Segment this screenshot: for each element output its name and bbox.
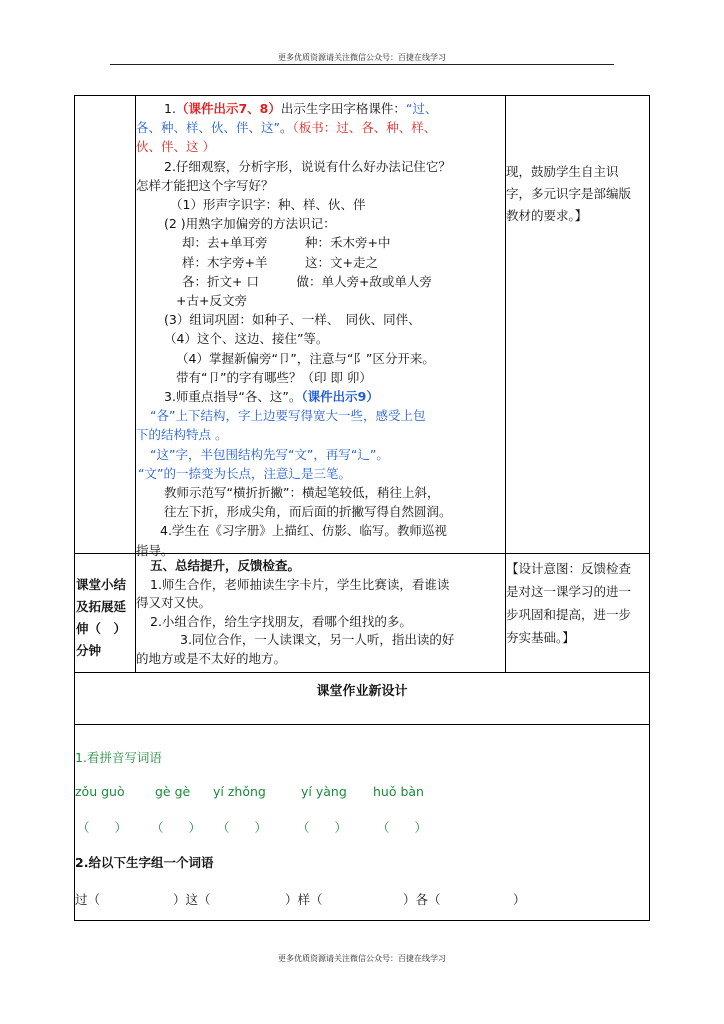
zhe-structure-note: “这”字，半包围结构先写“文”，再写“辶”。 [150,446,389,462]
pinyin-yi-yang: yí yàng [301,784,347,799]
summary-1-cont: 得又对又快。 [136,595,212,610]
method-2-ge-zuo: 各：折文+ 口 做：单人旁+敌或单人旁 [182,273,432,289]
pinyin-zou-guo: zǒu guò [75,784,125,799]
char-ge-blank[interactable]: ）各（ [403,892,441,907]
courseware-tag-7-8: （课件出示7、8） [175,101,281,116]
answer-blank[interactable]: （ ） [217,820,268,835]
teaching-steps [136,99,505,560]
step3-text: 3.师重点指导“各、这”。 [164,389,302,405]
char-yang-blank[interactable]: ）样（ [285,892,323,907]
summary-label-line: 伸（ ） [76,621,127,636]
header-divider [110,64,614,65]
teacher-demo-cont: 往左下折，形成尖角，而后面的折撇写得自然圆润。 [164,504,452,520]
board-note-start: （板书：过、各、种、样、 [292,120,437,136]
answer-blank[interactable]: （ ） [151,820,202,835]
summary-label-line: 分钟 [76,643,102,658]
question-1: 1.看拼音写词语 [75,750,162,765]
page-header: 更多优质资源请关注微信公众号：百捷在线学习 [278,53,446,62]
method-2: (2 )用熟字加偏旁的方法识记： [164,216,336,232]
board-note-end: 伙、伴、这 ） [136,139,215,155]
design-intent-2 [506,557,649,649]
teacher-demo: 教师示范写“横折折撇”：横起笔较低，稍往上斜， [164,485,440,501]
intent2-line: 【设计意图：反馈检查 [506,561,632,576]
method-1: （1）形声字识字：种、样、伙、伴 [170,197,366,213]
summary-3-cont: 的地方或是不太好的地方。 [136,650,287,666]
period: 。 [279,120,293,136]
closing-bracket: ） [513,892,526,907]
question-2: 2.给以下生字组一个词语 [75,855,214,870]
intent2-line: 夯实基础。】 [506,630,575,645]
ge-structure-note-cont: 下的结构特点 。 [136,427,228,443]
summary-steps [136,557,505,668]
method-2-que-zhong: 却：去+单耳旁 种：禾木旁+中 [182,235,391,251]
char-list-end: 各、种、样、伙、伴、这” [136,120,280,136]
method-4: （4）掌握新偏旁“卩”，注意与“阝”区分开来。 [176,350,435,366]
pinyin-huo-ban: huǒ bàn [373,784,424,799]
summary-2: 2.小组合作，给生字找朋友，看哪个组找的多。 [150,613,412,629]
summary-label [76,574,134,662]
intent1-line: 字，多元识字是部编版 [506,186,632,201]
pinyin-ge-ge: gè gè [155,784,191,799]
step4-text-cont: 指导。 [136,542,174,558]
summary-3: 3.同位合作，一人读课文，另一人听，指出读的好 [180,632,455,647]
intent1-line: 现，鼓励学生自主识 [506,164,619,179]
answer-blank[interactable]: （ ） [297,820,348,835]
intent2-line: 步巩固和提高，进一步 [506,607,632,622]
summary-label-line: 课堂小结 [76,577,127,592]
intent2-line: 是对这一课学习的进一 [506,584,632,599]
summary-1: 1.师生合作，老师抽读生字卡片，学生比赛读，看谁读 [150,576,450,592]
step1-text: 出示生字田字格课件： [280,101,406,116]
step2-question-cont: 怎样才能把这个字写好？ [136,177,274,193]
method-3: (3）组词巩固：如种子、一样、 同伙、同伴、 [164,312,421,328]
courseware-tag-9: （课件出示9） [301,389,379,405]
char-zhe-blank[interactable]: ）这（ [173,892,211,907]
answer-blank[interactable]: （ ） [77,820,128,835]
ge-structure-note: “各”上下结构，字上边要写得宽大一些，感受上包 [150,408,426,424]
page-footer: 更多优质资源请关注微信公众号：百捷在线学习 [278,954,446,963]
intent1-line: 教材的要求。】 [506,208,588,223]
summary-heading: 五、总结提升，反馈检查。 [150,558,301,573]
char-list-start: “过、 [405,101,438,116]
homework-title: 课堂作业新设计 [316,684,408,699]
step2-question: 2.仔细观察，分析字形，说说有什么好办法记住它？ [164,158,451,174]
design-intent-1 [506,161,649,227]
row-divider-2 [75,672,649,673]
char-guo-blank[interactable]: 过（ [75,892,101,907]
summary-label-line: 及拓展延 [76,599,127,614]
lesson-table [74,95,650,921]
method-4-question: 带有“卩”的字有哪些？（印 即 卯） [176,369,372,385]
method-2-zuo-cont: +古+反文旁 [176,293,247,309]
answer-blank[interactable]: （ ） [377,820,428,835]
pinyin-yi-zhong: yí zhǒng [213,784,266,799]
step4-text: 4.学生在《习字册》上描红、仿影、临写。教师巡视 [160,523,447,539]
method-3-cont: （4）这个、这边、接住”等。 [164,331,329,347]
step1-number: 1. [164,101,176,116]
method-2-yang-zhe: 样：木字旁+羊 这：文+走之 [182,254,378,270]
row-divider-3 [75,724,649,725]
wen-stroke-note: “文”的一捺变为长点，注意辶是三笔。 [138,465,351,481]
